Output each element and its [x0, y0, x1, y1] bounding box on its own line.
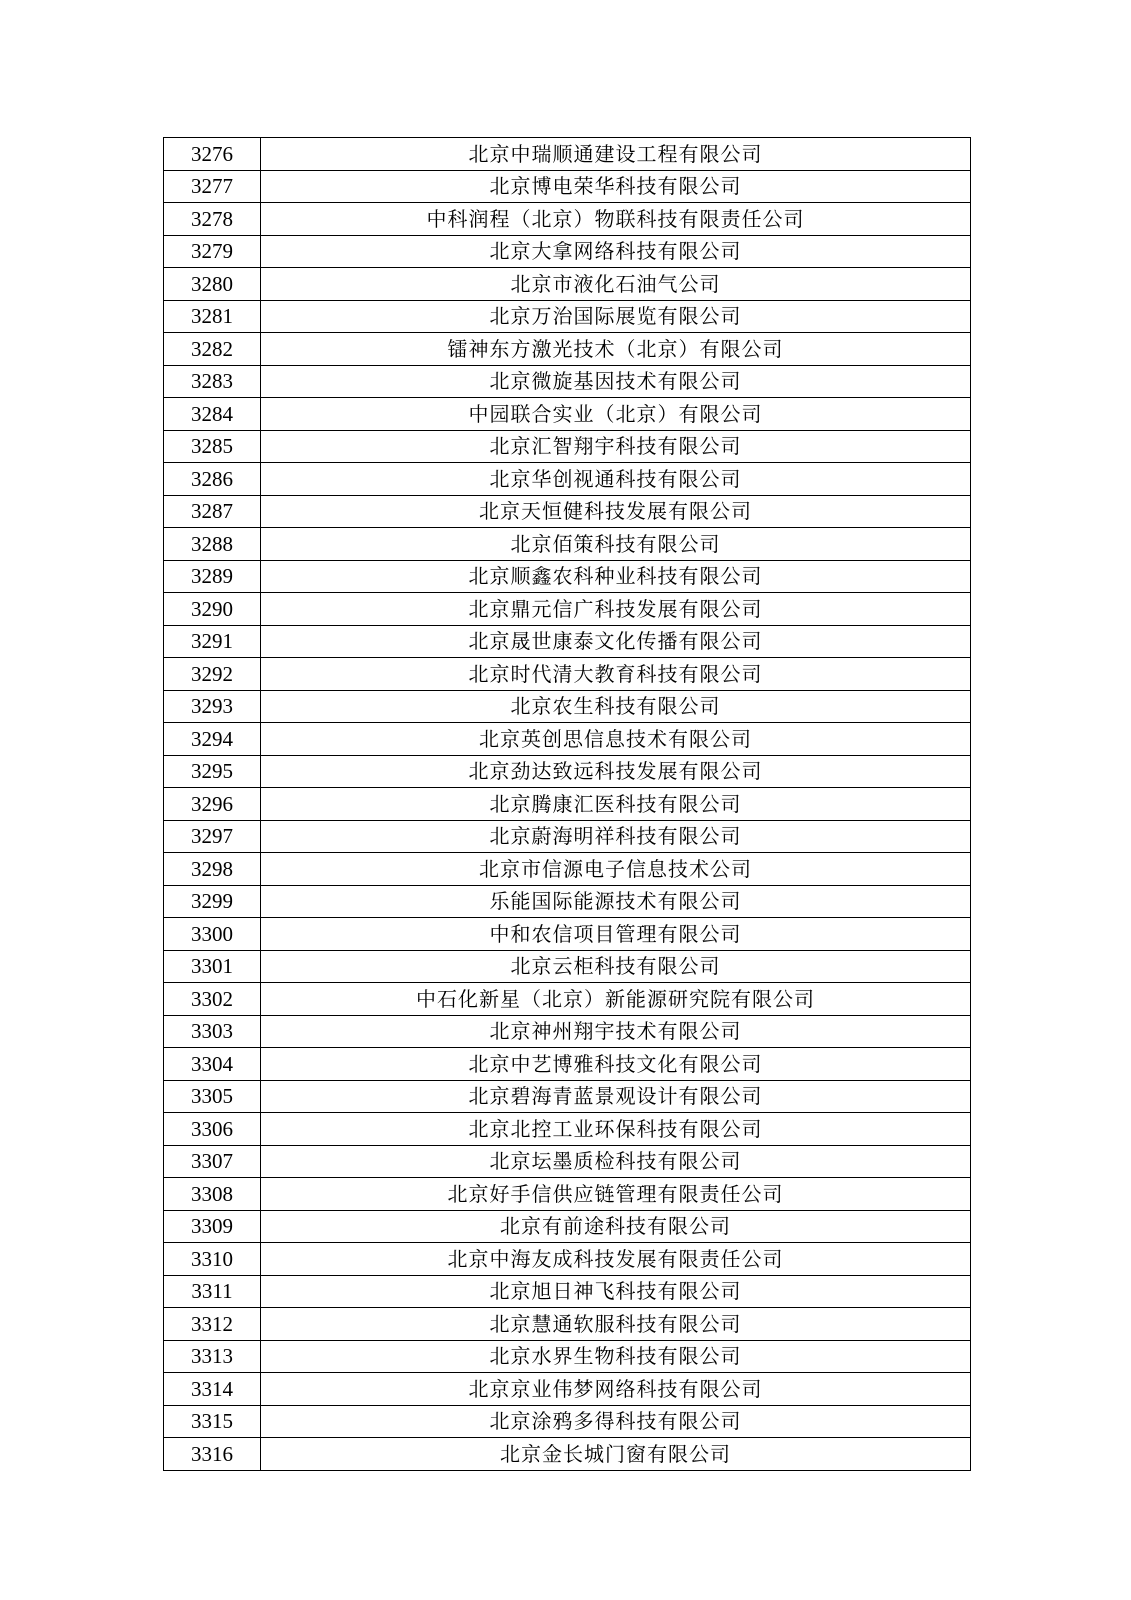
row-number-cell: 3316 [164, 1438, 261, 1471]
row-number-cell: 3311 [164, 1275, 261, 1308]
company-name-cell: 北京好手信供应链管理有限责任公司 [261, 1178, 971, 1211]
table-row [164, 1275, 971, 1308]
company-name-cell: 北京万治国际展览有限公司 [261, 300, 971, 333]
company-name-cell: 中科润程（北京）物联科技有限责任公司 [261, 203, 971, 236]
company-list-body [164, 138, 971, 1471]
row-number-cell: 3308 [164, 1178, 261, 1211]
row-number-cell: 3304 [164, 1048, 261, 1081]
table-row [164, 1438, 971, 1471]
row-number-cell: 3276 [164, 138, 261, 171]
company-name-cell: 北京汇智翔宇科技有限公司 [261, 430, 971, 463]
table-row [164, 1373, 971, 1406]
table-row [164, 333, 971, 366]
company-name-cell: 北京北控工业环保科技有限公司 [261, 1113, 971, 1146]
company-name-cell: 北京鼎元信广科技发展有限公司 [261, 593, 971, 626]
row-number-cell: 3298 [164, 853, 261, 886]
row-number-cell: 3312 [164, 1308, 261, 1341]
company-name-cell: 北京华创视通科技有限公司 [261, 463, 971, 496]
table-row [164, 788, 971, 821]
row-number-cell: 3286 [164, 463, 261, 496]
row-number-cell: 3294 [164, 723, 261, 756]
table-row [164, 1015, 971, 1048]
company-name-cell: 镭神东方激光技术（北京）有限公司 [261, 333, 971, 366]
company-name-cell: 北京佰策科技有限公司 [261, 528, 971, 561]
company-name-cell: 北京慧通软服科技有限公司 [261, 1308, 971, 1341]
company-name-cell: 北京中海友成科技发展有限责任公司 [261, 1243, 971, 1276]
table-row [164, 593, 971, 626]
company-name-cell: 北京农生科技有限公司 [261, 690, 971, 723]
table-row [164, 560, 971, 593]
company-name-cell: 北京碧海青蓝景观设计有限公司 [261, 1080, 971, 1113]
row-number-cell: 3305 [164, 1080, 261, 1113]
company-name-cell: 北京劲达致远科技发展有限公司 [261, 755, 971, 788]
company-list-table [163, 137, 971, 1471]
row-number-cell: 3313 [164, 1340, 261, 1373]
table-row [164, 950, 971, 983]
table-row [164, 1048, 971, 1081]
company-name-cell: 北京微旋基因技术有限公司 [261, 365, 971, 398]
row-number-cell: 3279 [164, 235, 261, 268]
table-row [164, 983, 971, 1016]
table-row [164, 170, 971, 203]
row-number-cell: 3281 [164, 300, 261, 333]
table-row [164, 528, 971, 561]
row-number-cell: 3299 [164, 885, 261, 918]
company-name-cell: 北京博电荣华科技有限公司 [261, 170, 971, 203]
company-name-cell: 北京坛墨质检科技有限公司 [261, 1145, 971, 1178]
row-number-cell: 3290 [164, 593, 261, 626]
company-name-cell: 北京时代清大教育科技有限公司 [261, 658, 971, 691]
row-number-cell: 3293 [164, 690, 261, 723]
row-number-cell: 3297 [164, 820, 261, 853]
company-name-cell: 北京京业伟梦网络科技有限公司 [261, 1373, 971, 1406]
row-number-cell: 3287 [164, 495, 261, 528]
table-row [164, 203, 971, 236]
table-row [164, 300, 971, 333]
row-number-cell: 3306 [164, 1113, 261, 1146]
table-row [164, 658, 971, 691]
table-row [164, 463, 971, 496]
company-name-cell: 北京顺鑫农科种业科技有限公司 [261, 560, 971, 593]
row-number-cell: 3288 [164, 528, 261, 561]
company-name-cell: 北京中艺博雅科技文化有限公司 [261, 1048, 971, 1081]
table-row [164, 1178, 971, 1211]
company-name-cell: 北京中瑞顺通建设工程有限公司 [261, 138, 971, 171]
row-number-cell: 3292 [164, 658, 261, 691]
row-number-cell: 3285 [164, 430, 261, 463]
row-number-cell: 3277 [164, 170, 261, 203]
company-name-cell: 北京大拿网络科技有限公司 [261, 235, 971, 268]
row-number-cell: 3303 [164, 1015, 261, 1048]
table-row [164, 625, 971, 658]
company-name-cell: 北京市液化石油气公司 [261, 268, 971, 301]
company-name-cell: 北京水界生物科技有限公司 [261, 1340, 971, 1373]
company-name-cell: 北京云柜科技有限公司 [261, 950, 971, 983]
row-number-cell: 3314 [164, 1373, 261, 1406]
table-row [164, 398, 971, 431]
table-row [164, 918, 971, 951]
table-row [164, 1308, 971, 1341]
row-number-cell: 3309 [164, 1210, 261, 1243]
company-name-cell: 北京蔚海明祥科技有限公司 [261, 820, 971, 853]
table-row [164, 235, 971, 268]
row-number-cell: 3282 [164, 333, 261, 366]
company-name-cell: 北京英创思信息技术有限公司 [261, 723, 971, 756]
table-row [164, 885, 971, 918]
table-row [164, 1340, 971, 1373]
table-row [164, 365, 971, 398]
company-name-cell: 中石化新星（北京）新能源研究院有限公司 [261, 983, 971, 1016]
row-number-cell: 3278 [164, 203, 261, 236]
row-number-cell: 3284 [164, 398, 261, 431]
row-number-cell: 3296 [164, 788, 261, 821]
row-number-cell: 3300 [164, 918, 261, 951]
table-row [164, 1243, 971, 1276]
company-name-cell: 北京旭日神飞科技有限公司 [261, 1275, 971, 1308]
row-number-cell: 3310 [164, 1243, 261, 1276]
row-number-cell: 3289 [164, 560, 261, 593]
table-row [164, 820, 971, 853]
company-name-cell: 北京市信源电子信息技术公司 [261, 853, 971, 886]
table-row [164, 1113, 971, 1146]
company-name-cell: 北京有前途科技有限公司 [261, 1210, 971, 1243]
table-row [164, 1210, 971, 1243]
company-name-cell: 乐能国际能源技术有限公司 [261, 885, 971, 918]
table-row [164, 755, 971, 788]
table-row [164, 853, 971, 886]
table-row [164, 690, 971, 723]
table-row [164, 1405, 971, 1438]
company-name-cell: 北京金长城门窗有限公司 [261, 1438, 971, 1471]
company-name-cell: 北京腾康汇医科技有限公司 [261, 788, 971, 821]
company-name-cell: 中和农信项目管理有限公司 [261, 918, 971, 951]
table-row [164, 138, 971, 171]
company-name-cell: 北京涂鸦多得科技有限公司 [261, 1405, 971, 1438]
table-row [164, 430, 971, 463]
company-name-cell: 北京天恒健科技发展有限公司 [261, 495, 971, 528]
row-number-cell: 3295 [164, 755, 261, 788]
company-name-cell: 中园联合实业（北京）有限公司 [261, 398, 971, 431]
company-name-cell: 北京神州翔宇技术有限公司 [261, 1015, 971, 1048]
row-number-cell: 3291 [164, 625, 261, 658]
row-number-cell: 3302 [164, 983, 261, 1016]
row-number-cell: 3307 [164, 1145, 261, 1178]
table-row [164, 1080, 971, 1113]
row-number-cell: 3283 [164, 365, 261, 398]
row-number-cell: 3280 [164, 268, 261, 301]
table-row [164, 268, 971, 301]
company-name-cell: 北京晟世康泰文化传播有限公司 [261, 625, 971, 658]
table-row [164, 1145, 971, 1178]
table-row [164, 723, 971, 756]
table-row [164, 495, 971, 528]
row-number-cell: 3301 [164, 950, 261, 983]
row-number-cell: 3315 [164, 1405, 261, 1438]
